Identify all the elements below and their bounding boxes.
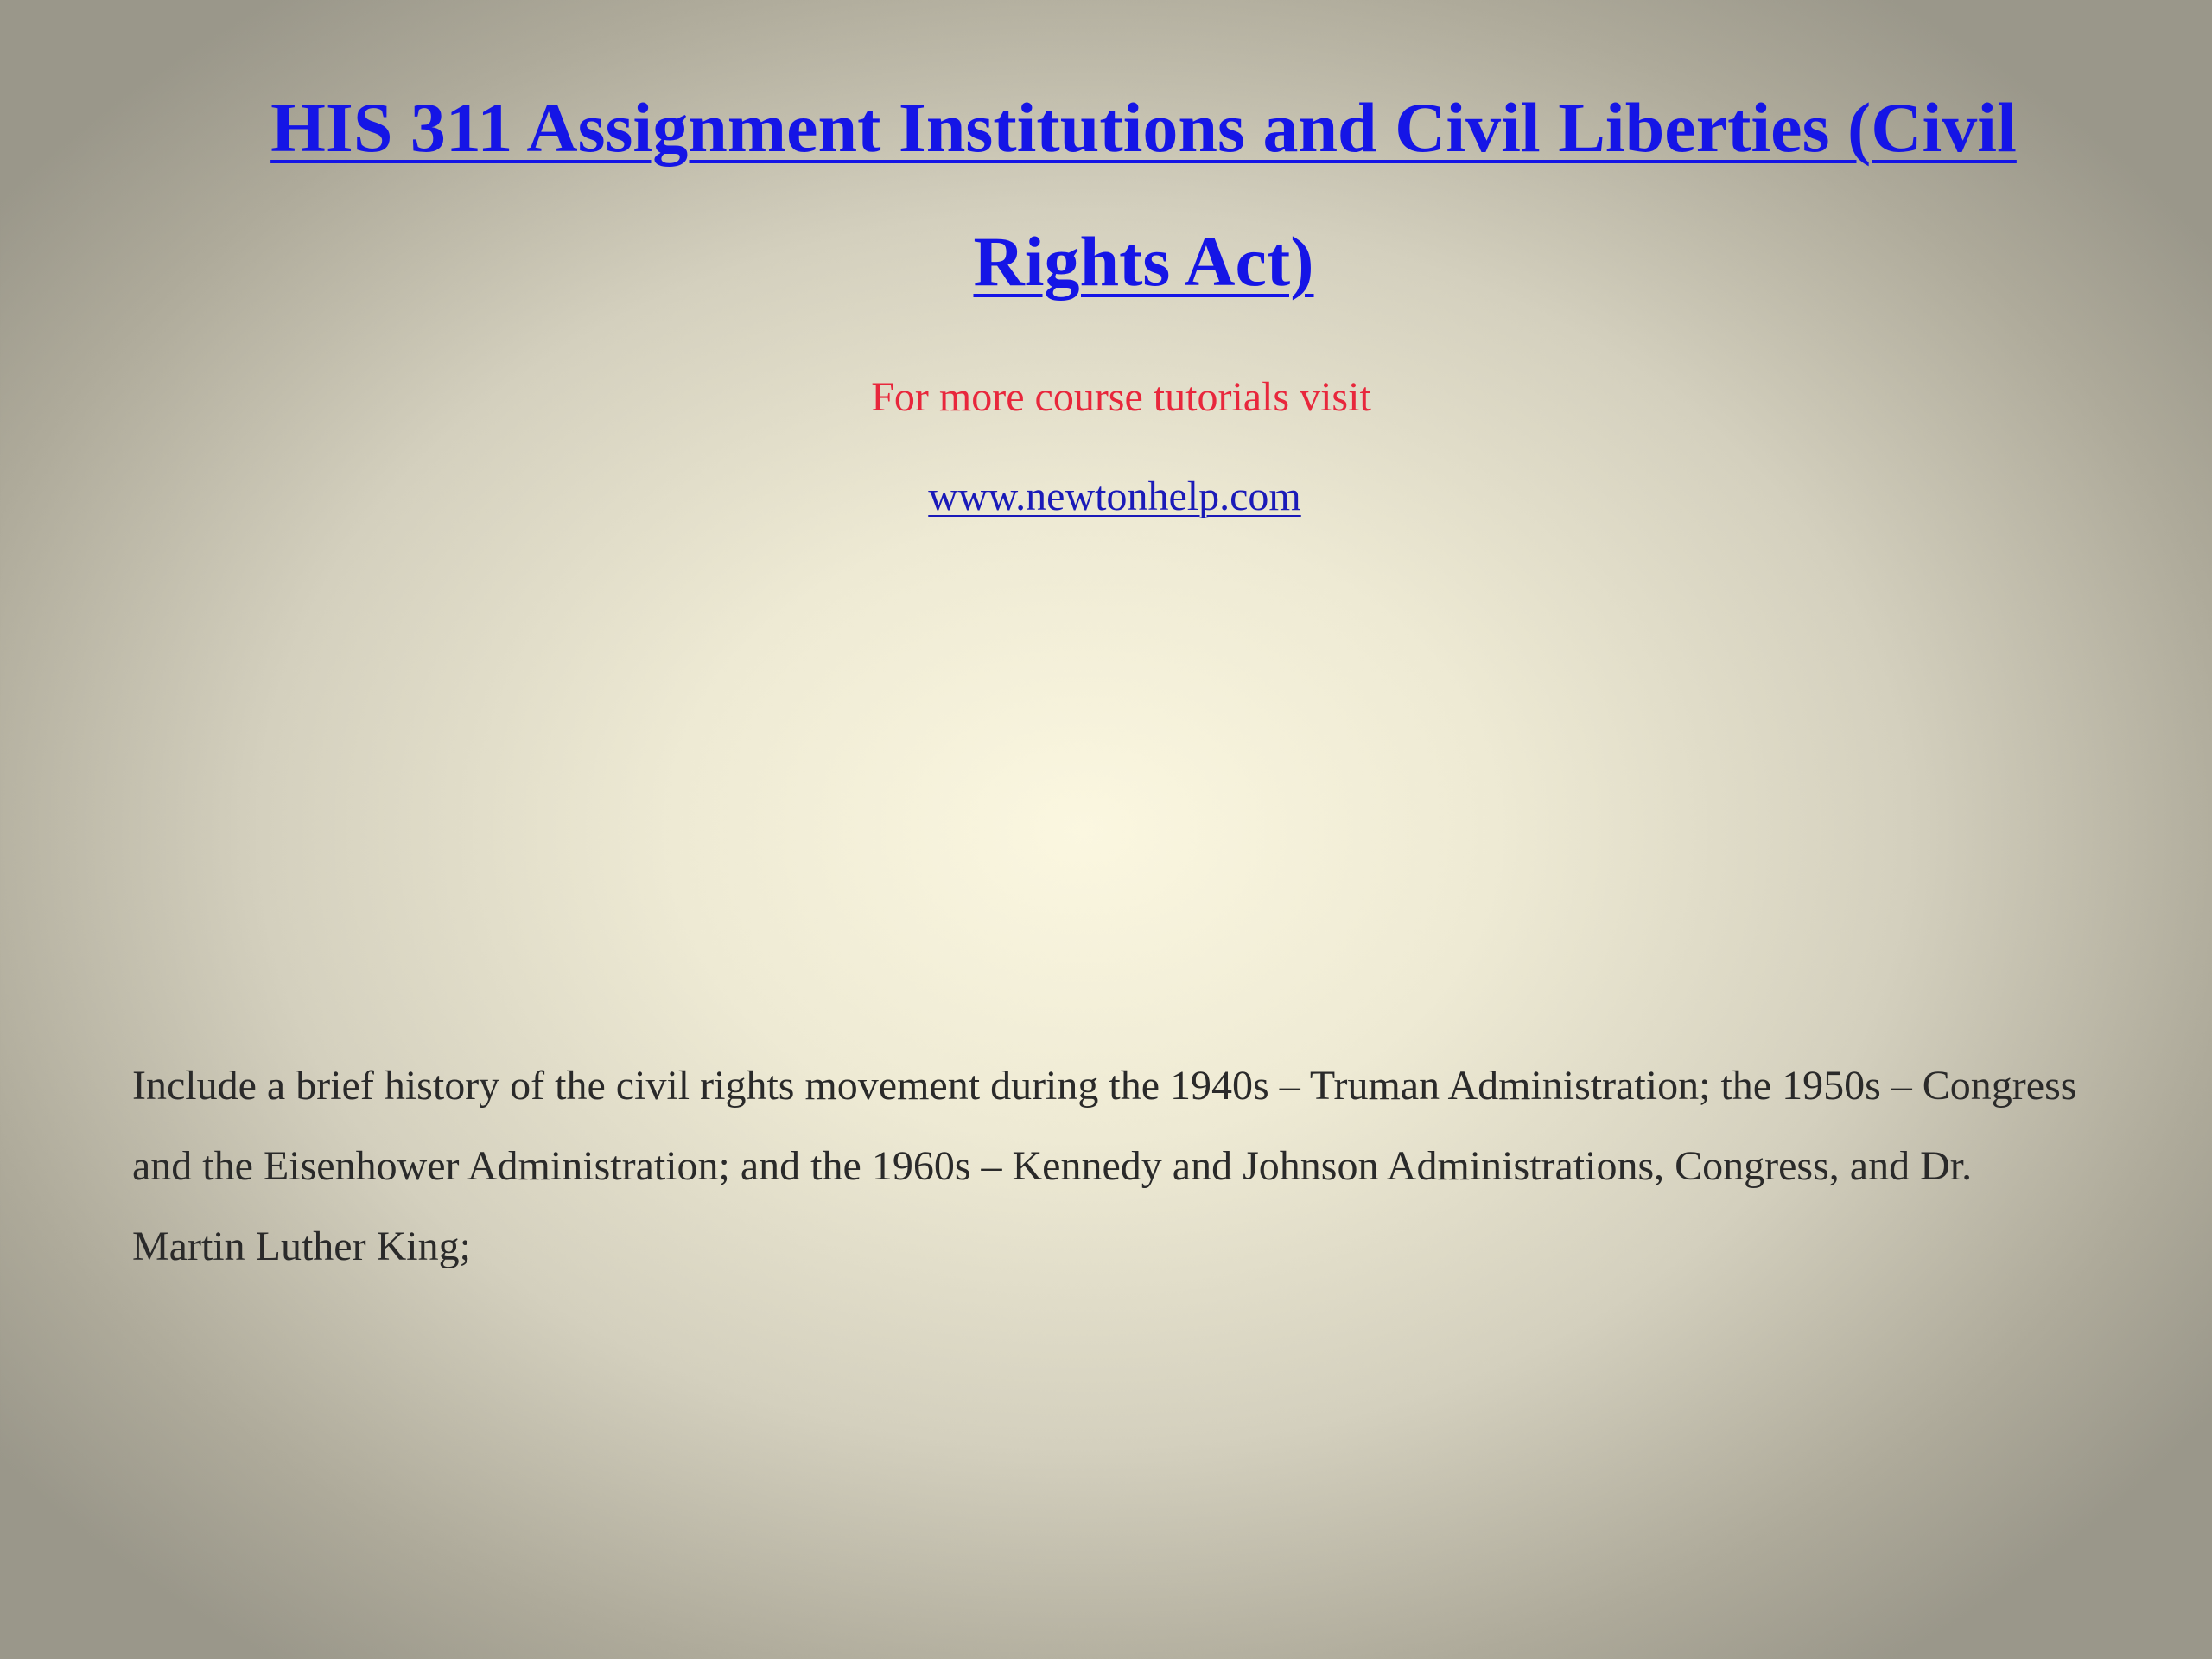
- website-link-container: [0, 471, 2212, 523]
- course-tutorials-caption: For more course tutorials visit: [871, 374, 1371, 420]
- slide-title-link[interactable]: HIS 311 Assignment Institutions and Civil Liberties (Civil Rights Act): [270, 88, 2017, 301]
- assignment-description: Include a brief history of the civil rights movement during the 1940s – Truman Administration; the 1950s – Congress and the Eisenhower Administration; and the 1960s – Kennedy and Johnson Administrations, Congress, and Dr. Martin Luther King;: [132, 1063, 2077, 1269]
- website-link[interactable]: www.newtonhelp.com: [928, 474, 1301, 519]
